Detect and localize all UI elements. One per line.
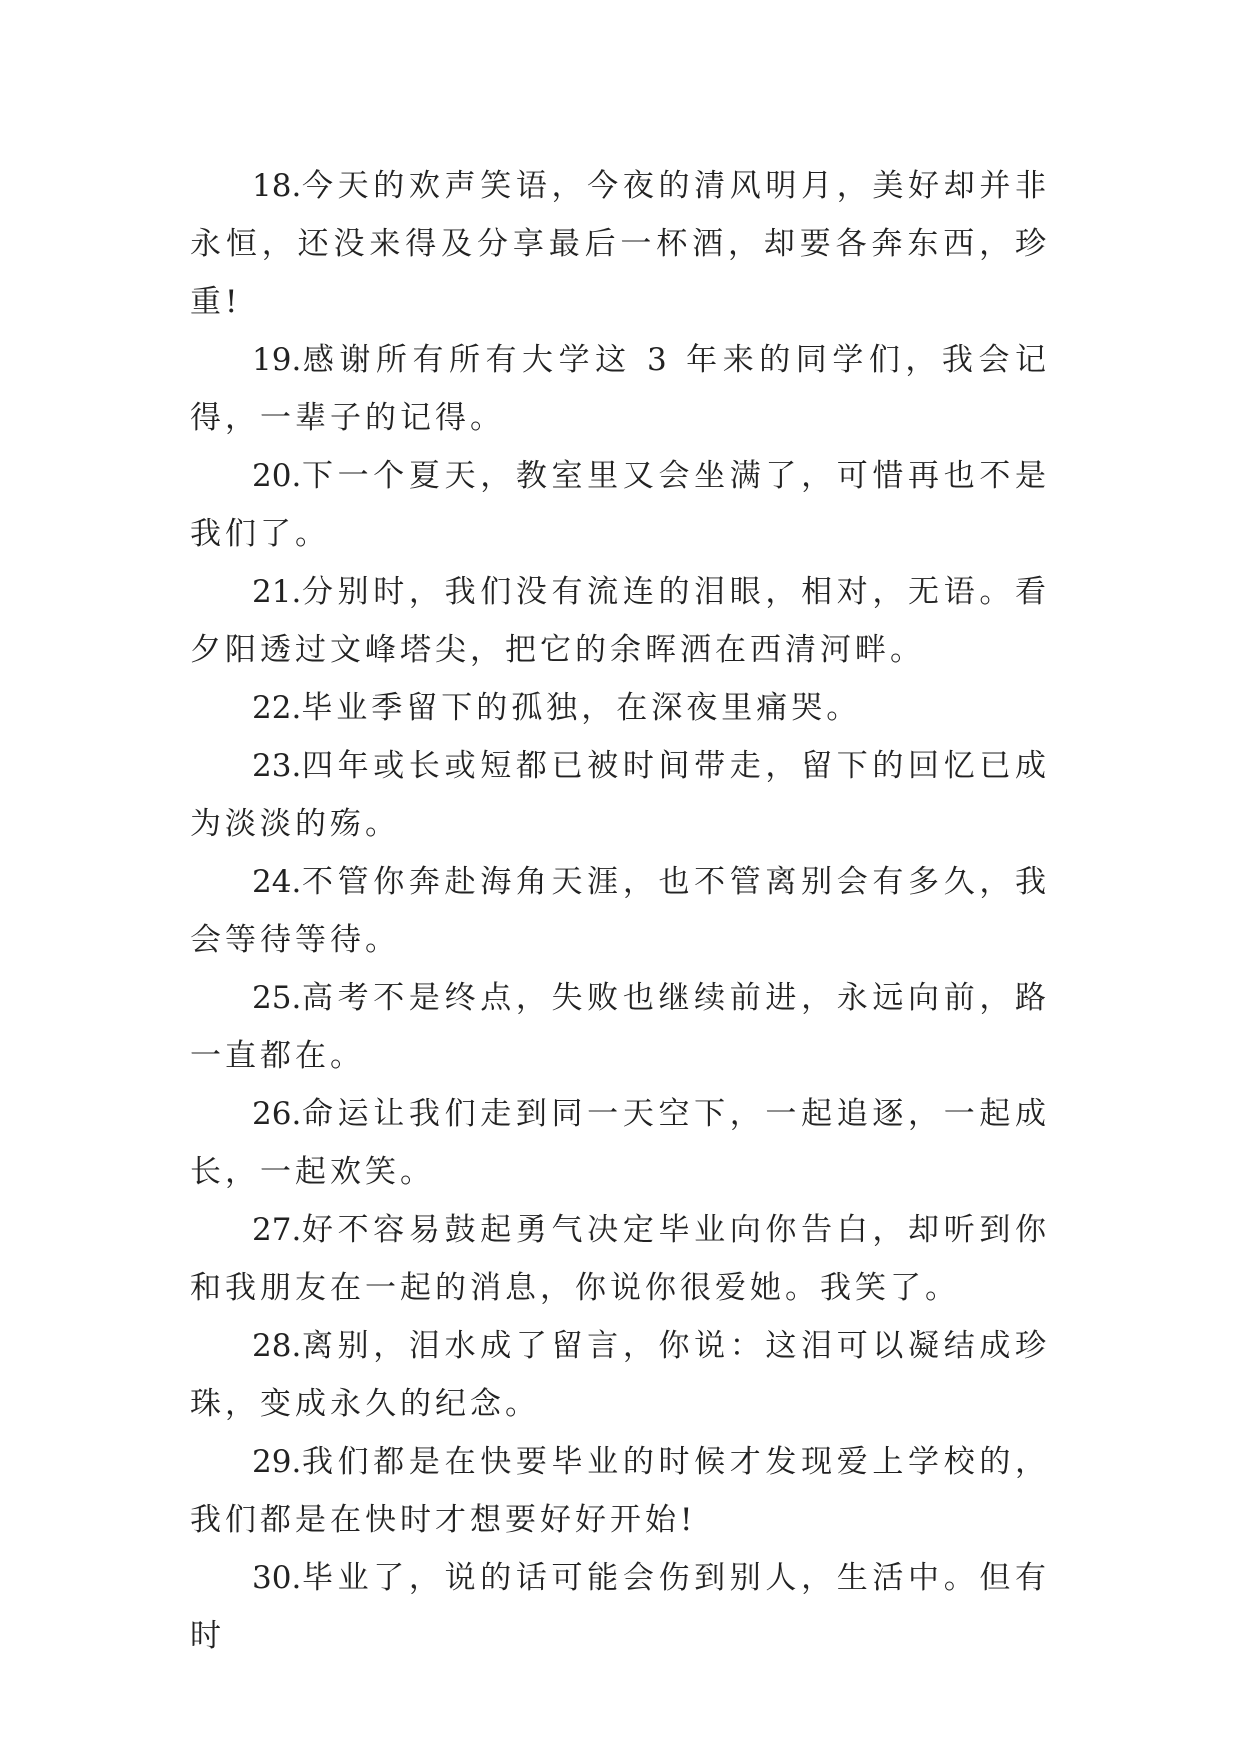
paragraph-number: 18.: [252, 168, 302, 204]
paragraph-text: 下一个夏天，教室里又会坐满了，可惜再也不是我们了。: [190, 458, 1050, 552]
paragraph-text: 今天的欢声笑语，今夜的清风明月，美好却并非永恒，还没来得及分享最后一杯酒，却要各奔东西，珍重!: [190, 168, 1050, 320]
paragraph-number: 23.: [252, 748, 302, 784]
paragraph-30: [190, 1549, 1050, 1665]
paragraph-24: [190, 853, 1050, 969]
paragraph-20: [190, 447, 1050, 563]
paragraph-text: 离别，泪水成了留言，你说：这泪可以凝结成珍珠，变成永久的纪念。: [190, 1328, 1050, 1422]
paragraph-text: 高考不是终点，失败也继续前进，永远向前，路一直都在。: [190, 980, 1050, 1074]
paragraph-18: [190, 157, 1050, 331]
paragraph-number: 21.: [252, 574, 302, 610]
paragraph-text: 毕业了，说的话可能会伤到别人，生活中。但有时: [190, 1560, 1050, 1654]
paragraph-text: 不管你奔赴海角天涯，也不管离别会有多久，我会等待等待。: [190, 864, 1050, 958]
paragraph-23: [190, 737, 1050, 853]
paragraph-text: 感谢所有所有大学这 3 年来的同学们，我会记得，一辈子的记得。: [190, 342, 1050, 436]
paragraph-27: [190, 1201, 1050, 1317]
paragraph-number: 30.: [252, 1560, 302, 1596]
paragraph-22: [190, 679, 1050, 737]
paragraph-21: [190, 563, 1050, 679]
paragraph-number: 28.: [252, 1328, 302, 1364]
paragraph-text: 四年或长或短都已被时间带走，留下的回忆已成为淡淡的殇。: [190, 748, 1050, 842]
paragraph-text: 毕业季留下的孤独，在深夜里痛哭。: [301, 690, 862, 726]
paragraph-number: 26.: [252, 1096, 302, 1132]
paragraph-19: [190, 331, 1050, 447]
paragraph-25: [190, 969, 1050, 1085]
paragraph-number: 22.: [252, 690, 302, 726]
paragraph-number: 27.: [252, 1212, 302, 1248]
paragraph-number: 29.: [252, 1444, 302, 1480]
paragraph-number: 25.: [252, 980, 302, 1016]
paragraph-29: [190, 1433, 1050, 1549]
paragraph-text: 我们都是在快要毕业的时候才发现爱上学校的，我们都是在快时才想要好好开始!: [190, 1444, 1050, 1538]
document-body: [190, 157, 1050, 1665]
paragraph-text: 分别时，我们没有流连的泪眼，相对，无语。看夕阳透过文峰塔尖，把它的余晖洒在西清河畔。: [190, 574, 1050, 668]
paragraph-number: 20.: [252, 458, 302, 494]
paragraph-text: 命运让我们走到同一天空下，一起追逐，一起成长，一起欢笑。: [190, 1096, 1050, 1190]
paragraph-number: 24.: [252, 864, 302, 900]
paragraph-26: [190, 1085, 1050, 1201]
paragraph-number: 19.: [252, 342, 302, 378]
paragraph-28: [190, 1317, 1050, 1433]
paragraph-text: 好不容易鼓起勇气决定毕业向你告白，却听到你和我朋友在一起的消息，你说你很爱她。我笑了。: [190, 1212, 1050, 1306]
